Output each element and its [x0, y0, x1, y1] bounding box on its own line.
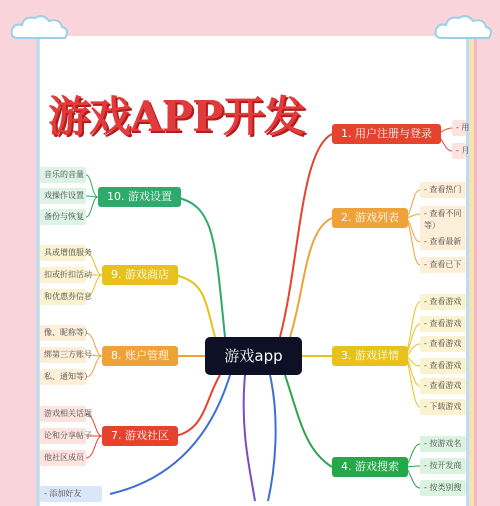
leaf-b8-2: 绑第三方账号 — [40, 347, 86, 363]
leaf-b4-2: - 按开发商 — [420, 458, 466, 474]
leaf-b2-1: - 查看热门 — [420, 182, 466, 198]
leaf-b7-3: 他社区成员 — [40, 450, 86, 466]
leaf-b2-2b: 等） — [420, 218, 466, 234]
branch-game-list[interactable]: 2. 游戏列表 — [332, 208, 408, 228]
leaf-b10-1: 音乐的音量 — [40, 167, 86, 183]
leaf-b5-1: - 添加好友 — [40, 486, 102, 502]
branch-game-store[interactable]: 9. 游戏商店 — [102, 265, 178, 285]
branch-user-register-login[interactable]: 1. 用户注册与登录 — [332, 124, 441, 144]
leaf-b2-2: - 查看不同 — [420, 206, 466, 222]
leaf-b4-1: - 按游戏名 — [420, 436, 466, 452]
leaf-b3-4: - 查看游戏 — [420, 358, 466, 374]
branch-game-detail[interactable]: 3. 游戏详情 — [332, 346, 408, 366]
leaf-b10-2: 戏操作设置 — [40, 188, 86, 204]
branch-game-community[interactable]: 7. 游戏社区 — [102, 426, 178, 446]
leaf-b3-5: - 查看游戏 — [420, 378, 466, 394]
leaf-b9-3: 和优惠券信息 — [40, 289, 86, 305]
leaf-b8-1: 像、昵称等） — [40, 325, 86, 341]
leaf-b10-3: 备份与恢复 — [40, 209, 86, 225]
leaf-b7-2: 论和分享帖子 — [40, 428, 86, 444]
leaf-b8-3: 私、通知等） — [40, 369, 86, 385]
leaf-b2-3: - 查看最新 — [420, 234, 466, 250]
leaf-b4-3: - 按类别搜 — [420, 480, 466, 496]
leaf-b3-6: - 下载游戏 — [420, 399, 466, 415]
leaf-b9-2: 扣或折扣活动 — [40, 267, 86, 283]
branch-game-search[interactable]: 4. 游戏搜索 — [332, 457, 408, 477]
leaf-b1-2: - 月 — [452, 143, 466, 159]
leaf-b9-1: 具或增值服务 — [40, 245, 86, 261]
page-title: 游戏APP开发 — [48, 92, 305, 141]
leaf-b2-4: - 查看已下 — [420, 257, 466, 273]
leaf-b3-1: - 查看游戏 — [420, 294, 466, 310]
branch-account-management[interactable]: 8. 账户管理 — [102, 346, 178, 366]
central-topic[interactable]: 游戏app — [205, 337, 302, 375]
leaf-b3-3: - 查看游戏 — [420, 336, 466, 352]
leaf-b3-2: - 查看游戏 — [420, 316, 466, 332]
leaf-b7-1: 游戏相关话题 — [40, 406, 86, 422]
leaf-b1-1: - 用 — [452, 120, 466, 136]
branch-game-settings[interactable]: 10. 游戏设置 — [98, 187, 181, 207]
